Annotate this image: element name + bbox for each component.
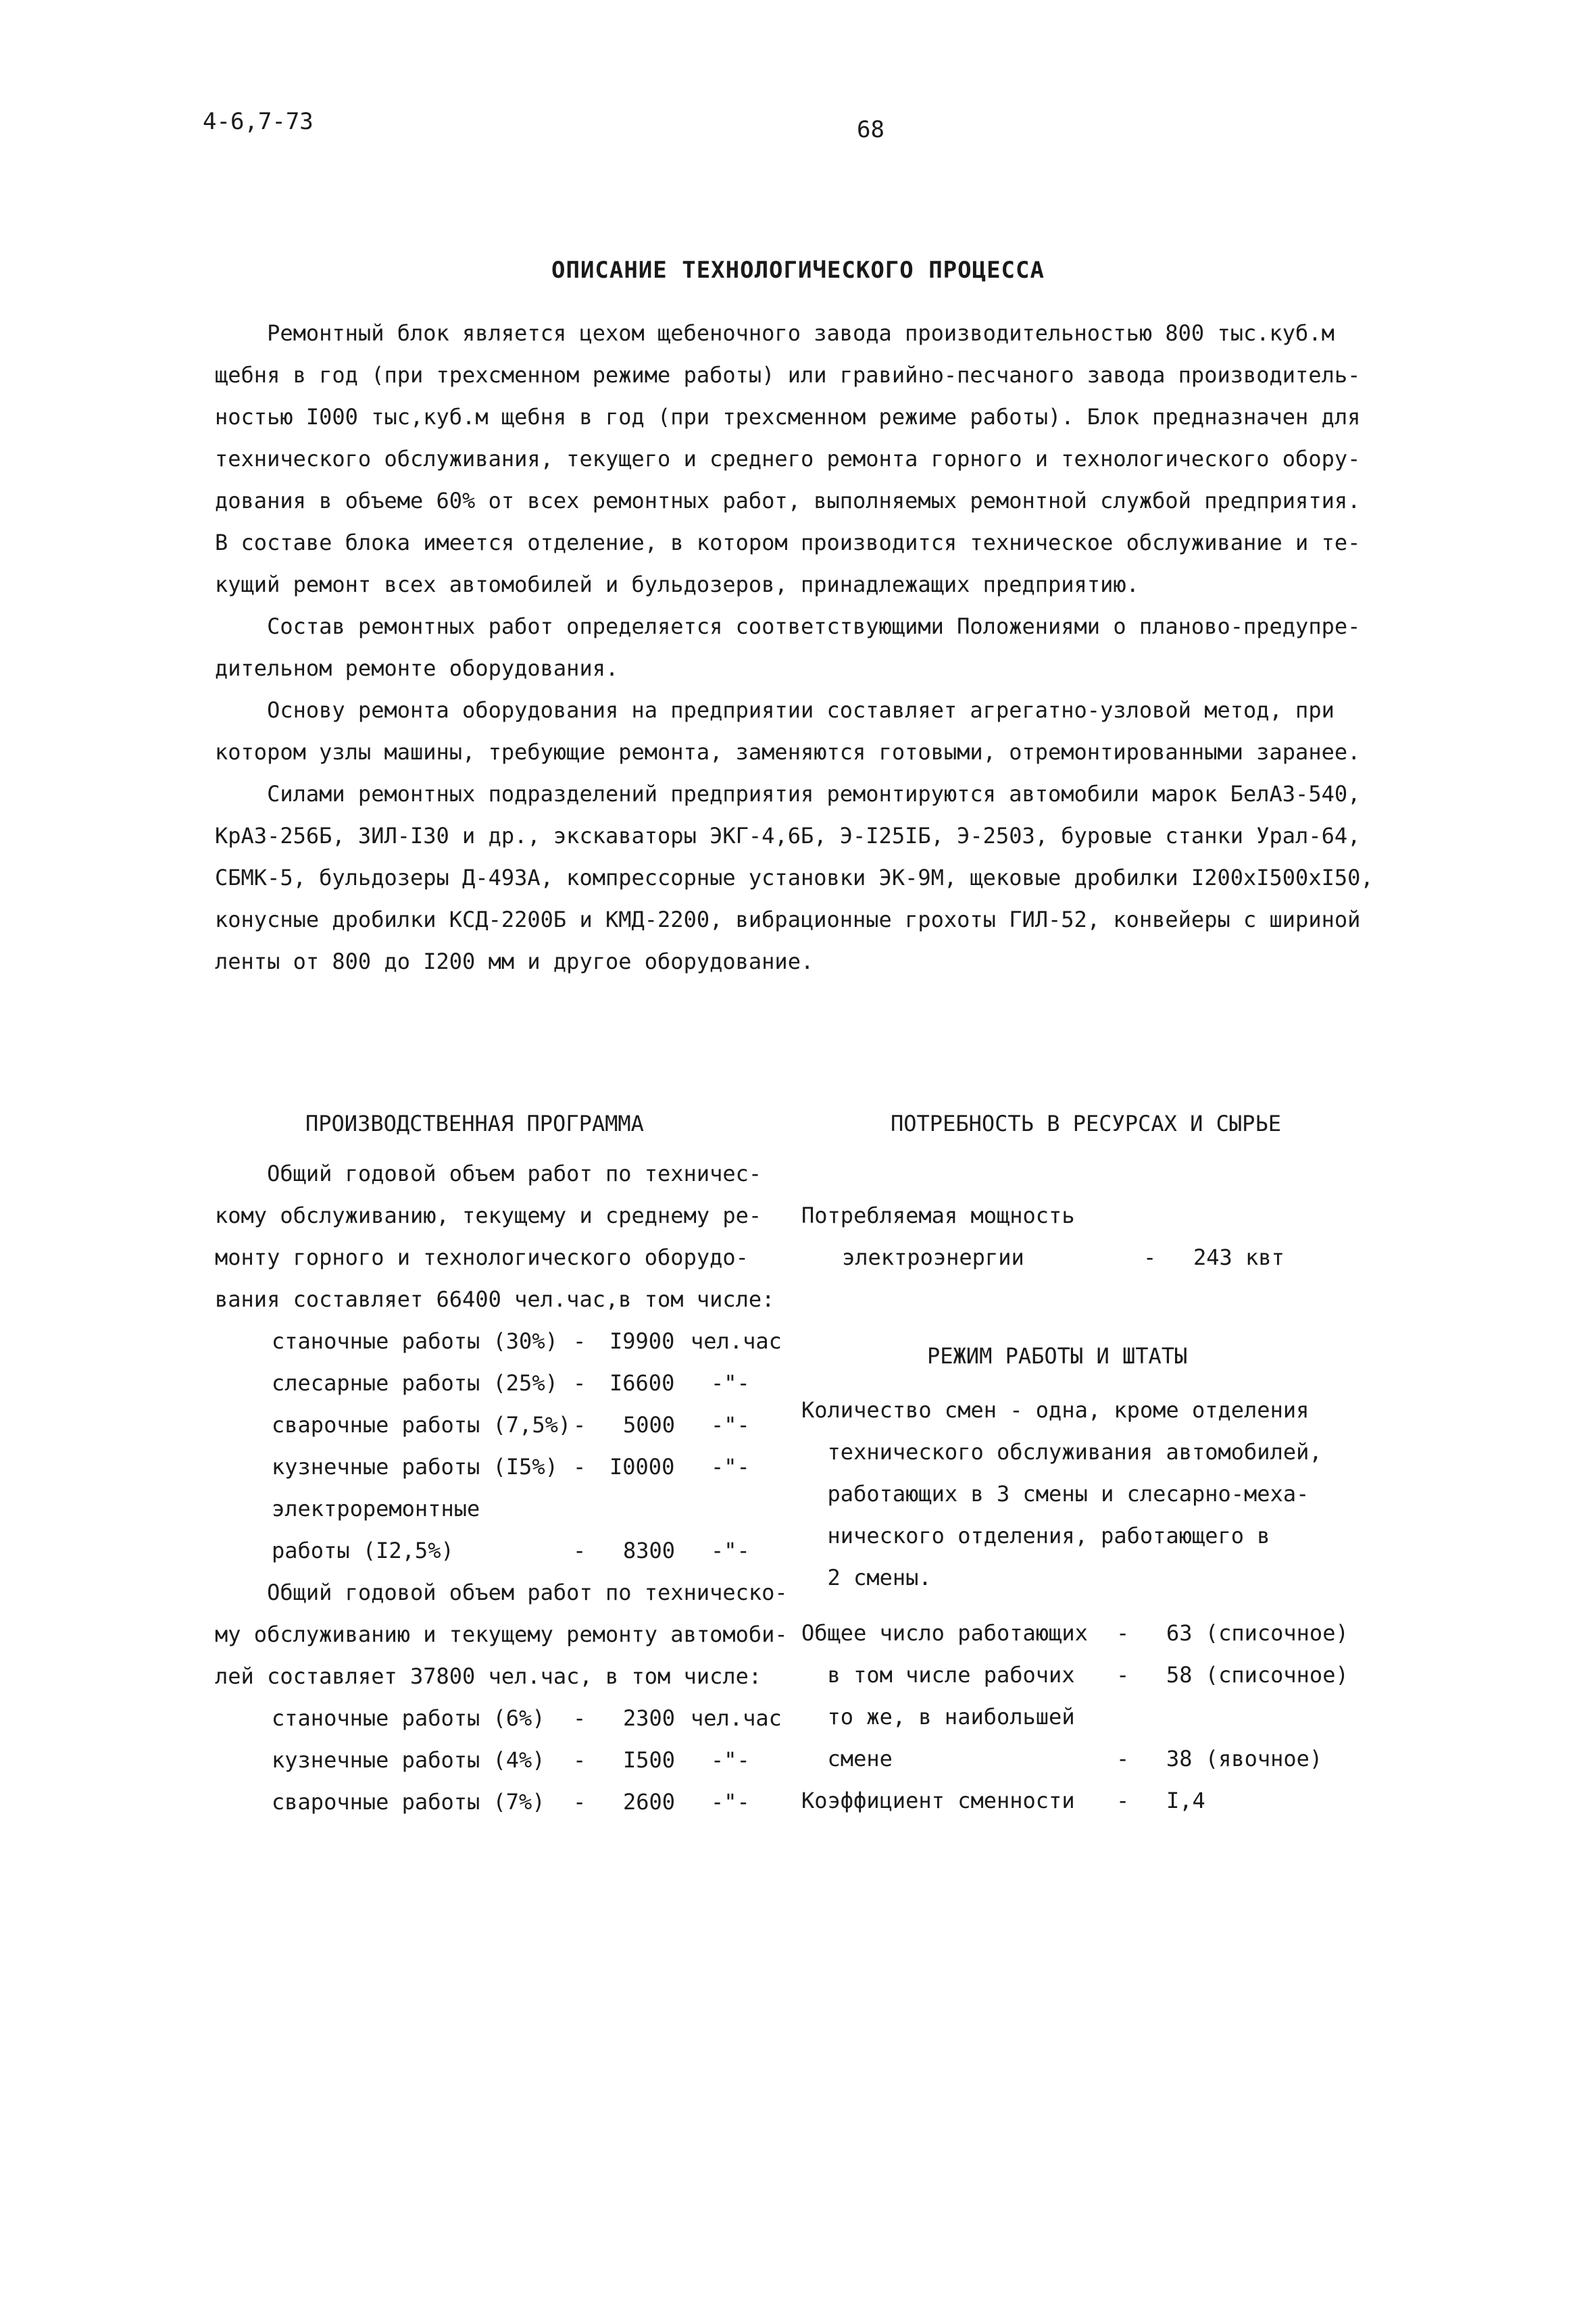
power-label: электроэнергии xyxy=(842,1244,1024,1270)
work-item-value: I0000 xyxy=(609,1454,675,1480)
staff-label: в том числе рабочих xyxy=(801,1662,1075,1688)
page-number: 68 xyxy=(857,116,884,143)
intro-line: В составе блока имеется отделение, в котором производится техническое обслуживание и те- xyxy=(215,530,1361,555)
staff-dash: - xyxy=(1116,1620,1130,1646)
section-title: ОПИСАНИЕ ТЕХНОЛОГИЧЕСКОГО ПРОЦЕССА xyxy=(551,257,1045,284)
staff-value: 63 (списочное) xyxy=(1166,1620,1349,1646)
shifts-text-line: технического обслуживания автомобилей, xyxy=(801,1439,1322,1465)
production-program-heading: ПРОИЗВОДСТВЕННАЯ ПРОГРАММА xyxy=(305,1111,644,1136)
intro-line: ленты от 800 до I200 мм и другое оборудование. xyxy=(215,949,814,974)
program-text-line: Общий годовой объем работ по техничес- xyxy=(215,1161,762,1186)
work-item-dash: - xyxy=(573,1538,587,1563)
staff-value: 58 (списочное) xyxy=(1166,1662,1349,1688)
work-item-unit: -"- xyxy=(711,1538,750,1563)
shifts-text-line: нического отделения, работающего в xyxy=(801,1523,1270,1549)
work-item-dash: - xyxy=(573,1789,587,1815)
staff-value: I,4 xyxy=(1166,1788,1205,1813)
intro-line: технического обслуживания, текущего и среднего ремонта горного и технологического обору- xyxy=(215,446,1361,472)
work-item-value: 2300 xyxy=(623,1705,676,1731)
intro-text xyxy=(215,312,1374,982)
work-item-value: 8300 xyxy=(623,1538,676,1563)
intro-line: Силами ремонтных подразделений предприятия ремонтируются автомобили марок БелАЗ-540, xyxy=(215,781,1361,807)
intro-line: дительном ремонте оборудования. xyxy=(215,655,619,681)
staff-label: то же, в наибольшей xyxy=(801,1704,1075,1730)
work-item-unit: -"- xyxy=(711,1789,750,1815)
intro-line: дования в объеме 60% от всех ремонтных работ, выполняемых ремонтной службой предприятия. xyxy=(215,488,1361,513)
staff-dash: - xyxy=(1116,1662,1130,1688)
work-mode-heading: РЕЖИМ РАБОТЫ И ШТАТЫ xyxy=(927,1343,1188,1369)
program-text-line: монту горного и технологического оборудо- xyxy=(215,1244,749,1270)
power-dash: - xyxy=(1143,1244,1157,1270)
work-item-unit: -"- xyxy=(711,1370,750,1396)
work-item-dash: - xyxy=(573,1328,587,1354)
intro-line: конусные дробилки КСД-2200Б и КМД-2200, вибрационные грохоты ГИЛ-52, конвейеры с шириной xyxy=(215,907,1361,932)
staff-label: Коэффициент сменности xyxy=(801,1788,1075,1813)
intro-line: Ремонтный блок является цехом щебеночного завода производительностью 800 тыс.куб.м xyxy=(215,320,1335,346)
work-item-value: I6600 xyxy=(609,1370,675,1396)
work-item-name: кузнечные работы (4%) xyxy=(272,1747,545,1773)
staff-dash: - xyxy=(1116,1746,1130,1771)
intro-line: ностью I000 тыс,куб.м щебня в год (при трехсменном режиме работы). Блок предназначен для xyxy=(215,404,1361,430)
work-item-name: кузнечные работы (I5%) xyxy=(272,1454,558,1480)
intro-line: Состав ремонтных работ определяется соответствующими Положениями о планово-предупре- xyxy=(215,613,1361,639)
program-text-line: лей составляет 37800 чел.час, в том числе: xyxy=(215,1663,762,1689)
shifts-text-line: работающих в 3 смены и слесарно-меха- xyxy=(801,1481,1310,1507)
shifts-text-line: Количество смен - одна, кроме отделения xyxy=(801,1397,1310,1423)
work-item-value: I500 xyxy=(623,1747,676,1773)
program-text-line: Общий годовой объем работ по техническо- xyxy=(215,1580,788,1605)
work-item-name: станочные работы (6%) xyxy=(272,1705,545,1731)
intro-line: КрАЗ-256Б, ЗИЛ-I30 и др., экскаваторы ЭКГ-4,6Б, Э-I25IБ, Э-2503, буровые станки Урал-64, xyxy=(215,823,1361,849)
work-item-value: 5000 xyxy=(623,1412,676,1438)
work-item-name: электроремонтные xyxy=(272,1496,480,1521)
shifts-text-line: 2 смены. xyxy=(801,1565,932,1590)
work-item-name: сварочные работы (7,5%) xyxy=(272,1412,572,1438)
intro-line: котором узлы машины, требующие ремонта, заменяются готовыми, отремонтированными заранее. xyxy=(215,739,1361,765)
work-item-dash: - xyxy=(573,1705,587,1731)
staff-value: 38 (явочное) xyxy=(1166,1746,1323,1771)
power-value: 243 квт xyxy=(1193,1244,1285,1270)
work-item-unit: чел.час xyxy=(691,1705,782,1731)
work-item-unit: -"- xyxy=(711,1412,750,1438)
staff-label: Общее число работающих xyxy=(801,1620,1088,1646)
work-item-unit: -"- xyxy=(711,1747,750,1773)
work-item-dash: - xyxy=(573,1454,587,1480)
work-item-name: работы (I2,5%) xyxy=(272,1538,454,1563)
document-code: 4-6,7-73 xyxy=(203,108,314,135)
work-item-unit: -"- xyxy=(711,1454,750,1480)
work-item-dash: - xyxy=(573,1412,587,1438)
staff-dash: - xyxy=(1116,1788,1130,1813)
work-item-name: слесарные работы (25%) xyxy=(272,1370,558,1396)
intro-line: кущий ремонт всех автомобилей и бульдозеров, принадлежащих предприятию. xyxy=(215,572,1139,597)
program-text-line: кому обслуживанию, текущему и среднему ре- xyxy=(215,1203,762,1228)
work-item-value: I9900 xyxy=(609,1328,675,1354)
intro-line: Основу ремонта оборудования на предприятии составляет агрегатно-узловой метод, при xyxy=(215,697,1335,723)
work-item-unit: чел.час xyxy=(691,1328,782,1354)
intro-line: СБМК-5, бульдозеры Д-493А, компрессорные установки ЭК-9М, щековые дробилки I200xI500xI50, xyxy=(215,865,1374,890)
program-text-line: му обслуживанию и текущему ремонту автомоби- xyxy=(215,1621,788,1647)
staff-label: смене xyxy=(801,1746,893,1771)
work-item-value: 2600 xyxy=(623,1789,676,1815)
work-item-dash: - xyxy=(573,1747,587,1773)
program-text-line: вания составляет 66400 чел.час,в том числе: xyxy=(215,1286,775,1312)
intro-line: щебня в год (при трехсменном режиме работы) или гравийно-песчаного завода производитель- xyxy=(215,362,1361,388)
work-item-dash: - xyxy=(573,1370,587,1396)
power-label: Потребляемая мощность xyxy=(801,1203,1075,1228)
work-item-name: сварочные работы (7%) xyxy=(272,1789,545,1815)
work-item-name: станочные работы (30%) xyxy=(272,1328,558,1354)
resources-heading: ПОТРЕБНОСТЬ В РЕСУРСАХ И СЫРЬЕ xyxy=(891,1111,1281,1136)
